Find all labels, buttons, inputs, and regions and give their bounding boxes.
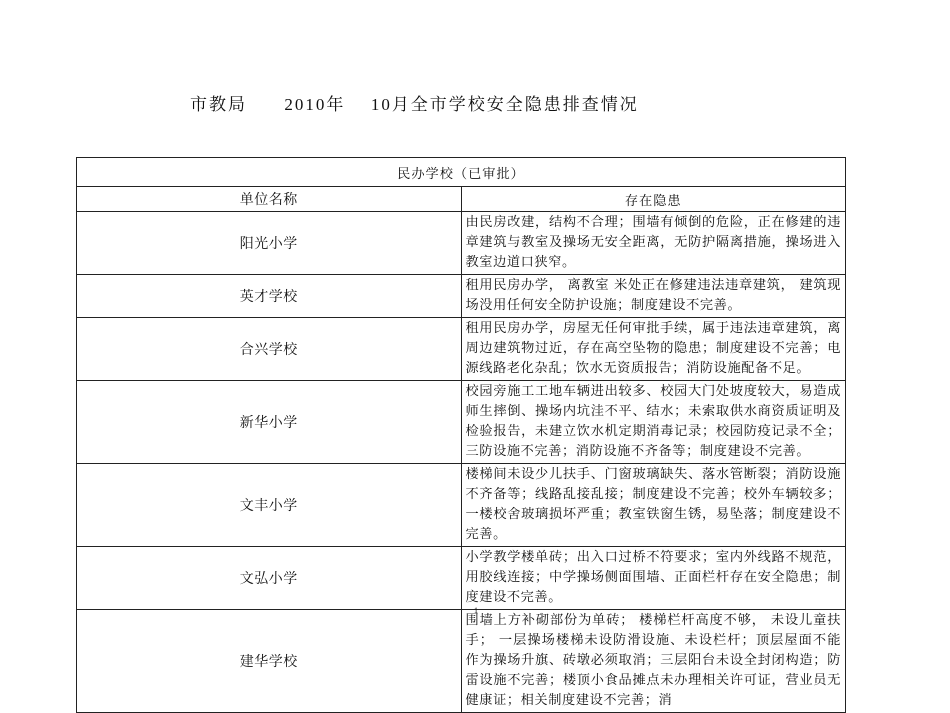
table-row — [77, 464, 846, 547]
unit-name: 文丰小学 — [77, 464, 462, 547]
hazard-table — [76, 157, 846, 713]
table-row — [77, 547, 846, 610]
table-row — [77, 610, 846, 713]
hazard-detail: 租用民房办学，房屋无任何审批手续，属于违法违章建筑，离周边建筑物过近，存在高空坠物的隐患；制度建设不完善；电源线路老化杂乱；饮水无资质报告；消防设施配备不足。 — [461, 318, 846, 381]
table-row — [77, 275, 846, 318]
column-header-unit: 单位名称 — [77, 187, 462, 212]
unit-name: 建华学校 — [77, 610, 462, 713]
hazard-detail: 楼梯间未设少儿扶手、门窗玻璃缺失、落水管断裂；消防设施不齐备等；线路乱接乱接；制度建设不完善；校外车辆较多；一楼校舍玻璃损坏严重；教室铁窗生锈，易坠落；制度建设不完善。 — [461, 464, 846, 547]
hazard-detail: 租用民房办学， 离教室 米处正在修建违法违章建筑， 建筑现场没用任何安全防护设施；制度建设不完善。 — [461, 275, 846, 318]
title-issuer: 市教局 — [190, 95, 247, 115]
title-subject: 10月全市学校安全隐患排查情况 — [370, 95, 639, 114]
hazard-detail: 校园旁施工工地车辆进出较多、校园大门处坡度较大，易造成师生摔倒、操场内坑洼不平、结水；未索取供水商资质证明及检验报告，未建立饮水机定期消毒记录；校园防疫记录不全；三防设施不完善；消防设施不齐备等；制度建设不完善。 — [461, 381, 846, 464]
group-header-row — [77, 158, 846, 187]
page-title — [190, 90, 639, 115]
hazard-detail: 由民房改建，结构不合理；围墙有倾倒的危险，正在修建的违章建筑与教室及操场无安全距离，无防护隔离措施，操场进入教室边道口狭窄。 — [461, 212, 846, 275]
column-header-hazard: 存在隐患 — [461, 187, 846, 212]
group-header: 民办学校（已审批） — [77, 158, 846, 187]
hazard-detail: 小学教学楼单砖；出入口过桥不符要求；室内外线路不规范，用胶线连接；中学操场侧面围墙、正面栏杆存在安全隐患；制度建设不完善。 — [461, 547, 846, 610]
unit-name: 阳光小学 — [77, 212, 462, 275]
table-row — [77, 318, 846, 381]
column-header-row — [77, 187, 846, 212]
unit-name: 合兴学校 — [77, 318, 462, 381]
hazard-detail: 围墙上方补砌部份为单砖； 楼梯栏杆高度不够， 未设儿童扶手； 一层操场楼梯未设防滑设施、未设栏杆；顶层屋面不能作为操场升旗、砖墩必须取消；三层阳台未设全封闭构造；防雷设施不完善；楼顶小食品摊点未办理相关许可证，营业员无健康证；相关制度建设不完善；消 — [461, 610, 846, 713]
table-row — [77, 212, 846, 275]
table-row — [77, 381, 846, 464]
title-year: 2010年 — [284, 95, 346, 114]
unit-name: 新华小学 — [77, 381, 462, 464]
unit-name: 英才学校 — [77, 275, 462, 318]
page-number: 1 — [474, 606, 478, 615]
unit-name: 文弘小学 — [77, 547, 462, 610]
